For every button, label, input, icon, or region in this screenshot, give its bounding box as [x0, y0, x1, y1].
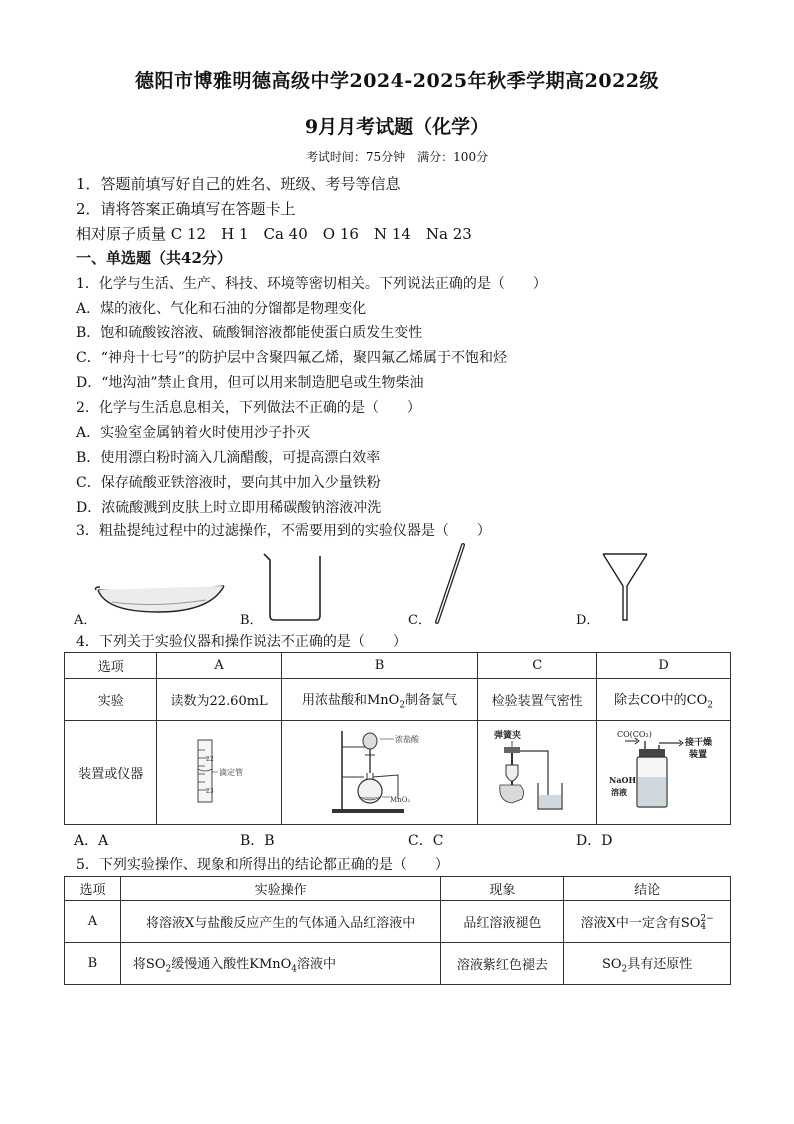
- q2-option-d: D．浓硫酸溅到皮肤上时立即用稀碳酸钠溶液冲洗: [76, 500, 382, 516]
- q4-header-row: [65, 653, 731, 679]
- q4-device-row: [65, 721, 731, 825]
- q5-b-option: B: [65, 943, 121, 985]
- q5-a-option: A: [65, 901, 121, 943]
- q5-b-op-post: 溶液中: [297, 956, 337, 972]
- q4-table: [64, 652, 731, 825]
- q4-stem: 4．下列关于实验仪器和操作说法不正确的是（ ）: [76, 634, 407, 650]
- airtightness-apparatus-image: [482, 725, 592, 817]
- q4-device-c: [478, 721, 597, 825]
- naoh-label: NaOH: [608, 774, 636, 785]
- conc-hcl-label: 浓盐酸: [394, 734, 419, 744]
- q5-header-cell: 结论: [564, 877, 731, 901]
- q4-row-label: 装置或仪器: [65, 721, 157, 825]
- q4-header-cell: D: [597, 653, 731, 679]
- q5-table: [64, 876, 731, 985]
- q4-header-cell: 选项: [65, 653, 157, 679]
- q5-a-phenomenon: 品红溶液褪色: [441, 901, 564, 943]
- q4-row-label: 实验: [65, 679, 157, 721]
- section-title: 一、单选题（共42分）: [76, 249, 232, 267]
- q4-experiment-row: [65, 679, 731, 721]
- solution-label: 溶液: [610, 786, 627, 797]
- q5-header-row: [65, 877, 731, 901]
- q4-exp-b-pre: 用浓盐酸和MnO: [301, 692, 400, 708]
- q1-option-d: D．“地沟油”禁止食用，但可以用来制造肥皂或生物柴油: [76, 375, 424, 391]
- q5-b-concl-post: 具有还原性: [627, 956, 693, 972]
- q5-b-op-mid: 缓慢通入酸性KMnO: [171, 956, 292, 972]
- q5-a-concl-pre: 溶液X中一定含有SO: [580, 915, 701, 931]
- q5-b-concl-sub: 2: [621, 964, 628, 975]
- instruction-1: 1．答题前填写好自己的姓名、班级、考号等信息: [76, 175, 401, 193]
- q4-exp-d-pre: 除去CO中的CO: [614, 692, 708, 708]
- q4-device-a: [157, 721, 281, 825]
- q2-option-c: C．保存硫酸亚铁溶液时，要向其中加入少量铁粉: [76, 475, 381, 491]
- gas-mixture-label: CO(CO₂): [616, 729, 652, 739]
- q1-option-a: A．煤的液化、气化和石油的分馏都是物理变化: [76, 301, 367, 317]
- burette-mark-23: 23: [206, 787, 214, 795]
- q4-header-cell: B: [281, 653, 478, 679]
- q4-exp-a: 读数为22.60mL: [157, 679, 281, 721]
- q3-stem: 3．粗盐提纯过程中的过滤操作，不需要用到的实验仪器是（ ）: [76, 523, 491, 539]
- q4-answer-b: B．B: [240, 833, 275, 849]
- q2-stem: 2．化学与生活息息相关，下列做法不正确的是（ ）: [76, 400, 421, 416]
- exam-time-score: 考试时间：75分钟 满分：100分: [305, 150, 489, 164]
- beaker-image: [260, 552, 330, 624]
- q4-device-b: [281, 721, 478, 825]
- q5-header-cell: 现象: [441, 877, 564, 901]
- exam-title-line1: 德阳市博雅明德高级中学2024-2025年秋季学期高2022级: [134, 70, 660, 92]
- q5-stem: 5．下列实验操作、现象和所得出的结论都正确的是（ ）: [76, 857, 449, 873]
- q4-exp-d: [597, 679, 731, 721]
- to-dryer-label-2: 装置: [688, 749, 707, 760]
- q5-b-concl-pre: SO: [601, 956, 622, 972]
- q2-option-a: A．实验室金属钠着火时使用沙子扑灭: [76, 425, 311, 441]
- q2-option-b: B．使用漂白粉时滴入几滴醋酸，可提高漂白效率: [76, 450, 381, 466]
- exam-title-line2: 9月月考试题（化学）: [304, 116, 490, 138]
- q4-exp-c: 检验装置气密性: [478, 679, 597, 721]
- to-dryer-label-1: 接干燥: [684, 737, 712, 748]
- q3-label-a: A．: [74, 613, 97, 628]
- q5-row-b: [65, 943, 731, 985]
- burette-image: [174, 736, 264, 806]
- spring-clip-label: 弹簧夹: [494, 730, 522, 741]
- washing-bottle-image: [601, 725, 727, 817]
- q5-b-conclusion: [564, 943, 731, 985]
- q5-header-cell: 实验操作: [120, 877, 441, 901]
- glass-rod-image: [432, 542, 468, 626]
- q1-option-b: B．饱和硫酸铵溶液、硫酸铜溶液都能使蛋白质发生变性: [76, 325, 423, 341]
- q1-stem: 1．化学与生活、生产、科技、环境等密切相关。下列说法正确的是（ ）: [76, 276, 547, 292]
- q5-a-concl-sup: 2−: [700, 914, 714, 925]
- burette-label: 滴定管: [219, 767, 244, 777]
- q5-b-op-pre: 将SO: [132, 956, 166, 972]
- q4-device-d: [597, 721, 731, 825]
- atomic-masses: 相对原子质量 C 12 H 1 Ca 40 O 16 N 14 Na 23: [76, 225, 472, 243]
- q5-b-op-sub1: 2: [165, 964, 172, 975]
- q5-a-concl-sub: 4: [700, 922, 707, 933]
- q4-header-cell: C: [478, 653, 597, 679]
- instruction-2: 2．请将答案正确填写在答题卡上: [76, 200, 296, 218]
- q4-exp-b-sub: 2: [399, 700, 406, 711]
- q5-a-operation: 将溶液X与盐酸反应产生的气体通入品红溶液中: [120, 901, 441, 943]
- q3-label-c: C．: [408, 613, 431, 628]
- q4-header-cell: A: [157, 653, 281, 679]
- q4-answer-a: A．A: [74, 833, 109, 849]
- q5-row-a: [65, 901, 731, 943]
- q5-b-operation: [120, 943, 441, 985]
- q3-label-d: D．: [576, 613, 600, 628]
- q4-exp-b-post: 制备氯气: [405, 692, 458, 708]
- q5-b-op-sub2: 4: [291, 964, 298, 975]
- mno2-label: MnO₂: [389, 795, 410, 804]
- burette-mark-22: 22: [206, 755, 214, 763]
- q4-answer-c: C．C: [408, 833, 444, 849]
- q4-answer-d: D．D: [576, 833, 613, 849]
- funnel-image: [600, 550, 650, 624]
- evaporating-dish-image: [94, 580, 228, 616]
- q3-label-b: B．: [240, 613, 263, 628]
- chlorine-apparatus-image: [320, 725, 440, 817]
- q1-option-c: C．“神舟十七号”的防护层中含聚四氟乙烯，聚四氟乙烯属于不饱和烃: [76, 350, 508, 366]
- q5-a-conclusion: [564, 901, 731, 943]
- q5-b-phenomenon: 溶液紫红色褪去: [441, 943, 564, 985]
- q4-exp-d-sub: 2: [707, 700, 714, 711]
- q4-exp-b: [281, 679, 478, 721]
- q5-header-cell: 选项: [65, 877, 121, 901]
